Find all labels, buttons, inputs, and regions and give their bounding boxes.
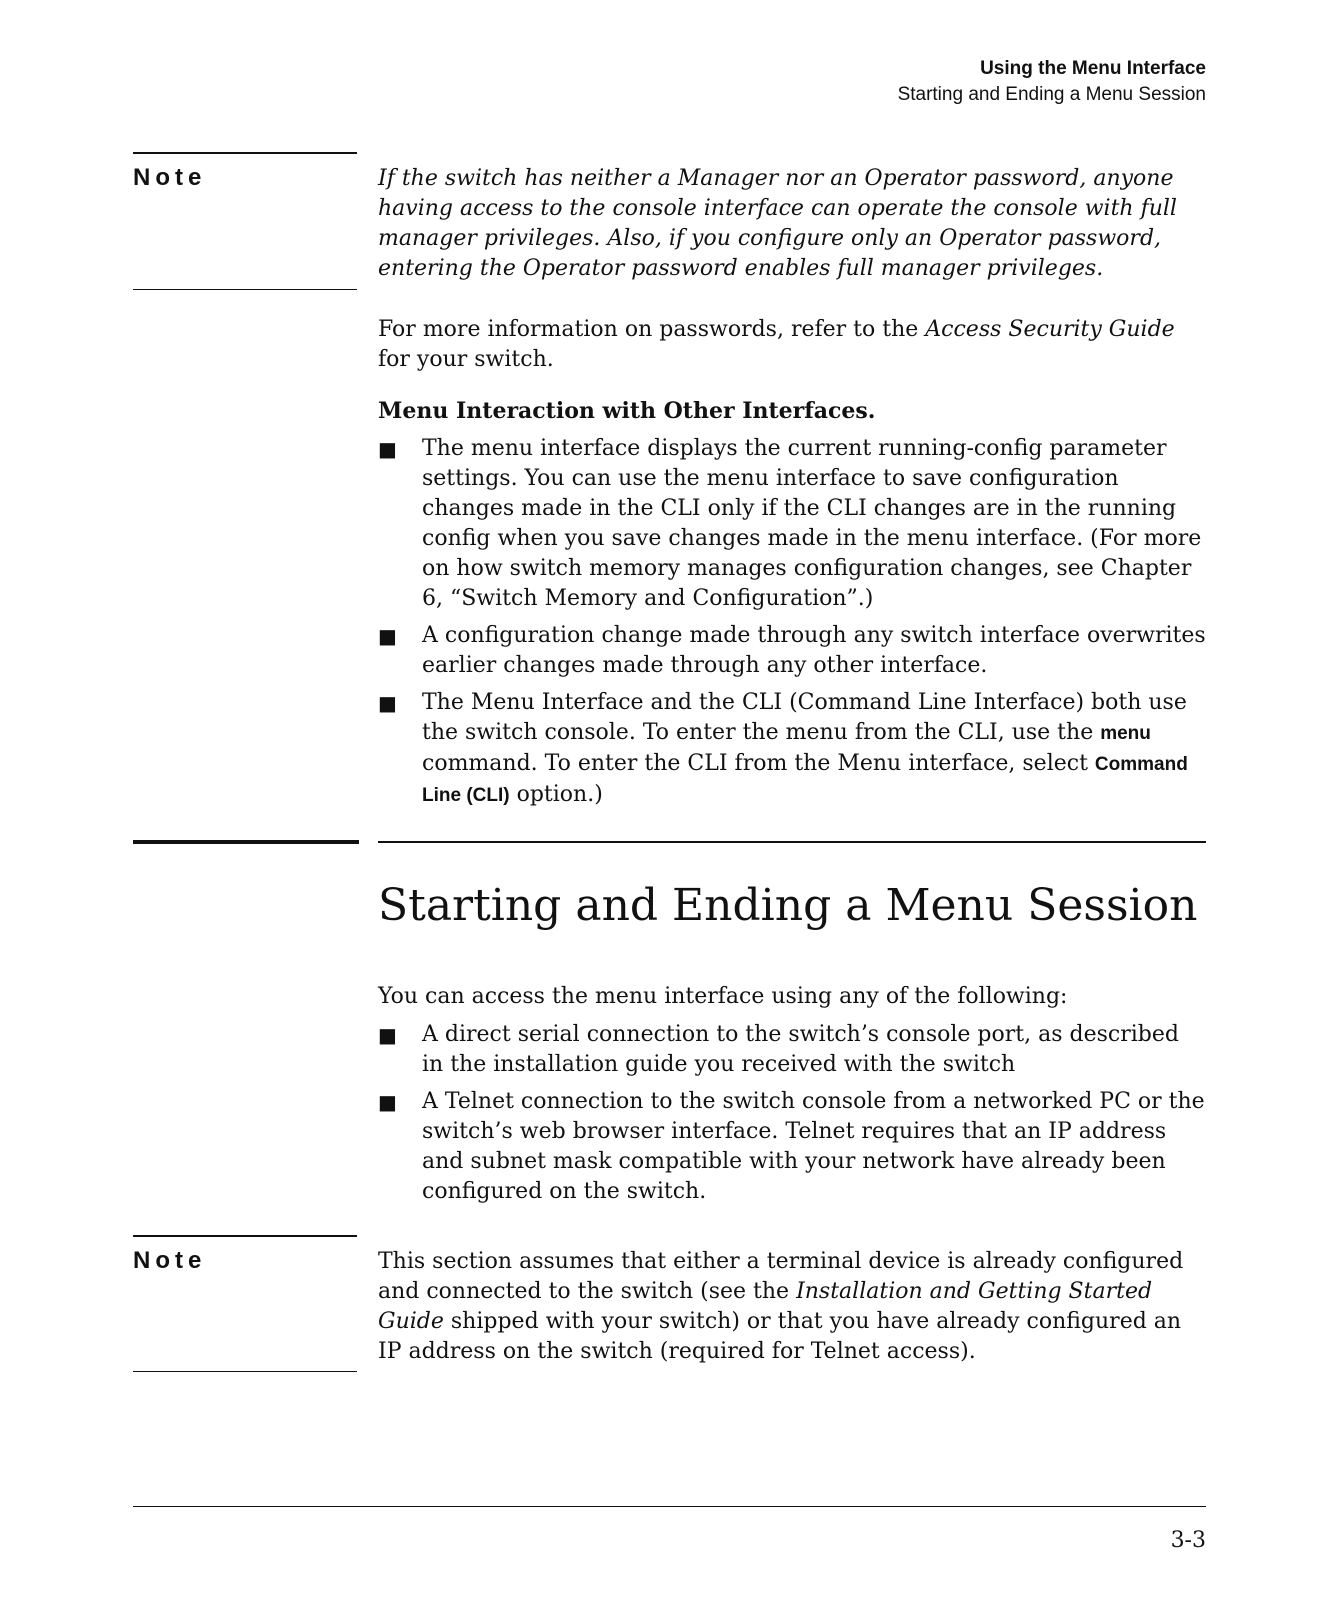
menu-interaction-list	[378, 434, 1206, 811]
section-right-rule	[378, 841, 1206, 843]
note1-text	[378, 164, 1206, 284]
note2-text	[378, 1247, 1206, 1367]
note1-top-rule	[133, 152, 357, 154]
running-header-chapter: Using the Menu Interface	[980, 58, 1206, 79]
note2-text-after: shipped with your switch) or that you have already configured an IP address on the switch (required for Telnet access).	[378, 1309, 1182, 1364]
list-item	[378, 434, 1206, 614]
note2-label: Note	[133, 1247, 207, 1274]
bullet-text: A configuration change made through any switch interface overwrites earlier changes made through any other interface.	[422, 623, 1206, 678]
footer-rule	[133, 1506, 1206, 1507]
note1-paragraph: If the switch has neither a Manager nor an Operator password, anyone having access to the console interface can operate the console with full manager privileges. Also, if you configure only an Operator password, entering the Operator password enables full manager privileges.	[378, 166, 1177, 281]
list-item	[378, 1020, 1206, 1080]
bullet-text: A direct serial connection to the switch’s console port, as described in the installation guide you received with the switch	[422, 1022, 1179, 1077]
note2-top-rule	[133, 1235, 357, 1237]
list-item	[378, 621, 1206, 681]
passwords-text-after: for your switch.	[378, 347, 554, 372]
bullet-text: A Telnet connection to the switch console from a networked PC or the switch’s web browser interface. Telnet requires that an IP address and subnet mask compatible with your network have already been configured on the switch.	[422, 1089, 1205, 1204]
note1-bottom-rule	[133, 289, 357, 290]
menu-interaction-block	[378, 396, 1206, 818]
running-header-section: Starting and Ending a Menu Session	[897, 84, 1206, 105]
bullet-square-icon: ■	[378, 691, 397, 715]
menu-command: menu	[1100, 723, 1151, 744]
section-intro: You can access the menu interface using any of the following:	[378, 984, 1068, 1009]
access-security-guide-ref: Access Security Guide	[925, 317, 1175, 342]
bullet-square-icon: ■	[378, 1090, 397, 1114]
note1-label: Note	[133, 164, 207, 191]
bullet-square-icon: ■	[378, 624, 397, 648]
section-title: Starting and Ending a Menu Session	[378, 880, 1198, 931]
passwords-text-before: For more information on passwords, refer to the	[378, 317, 926, 342]
running-header	[898, 56, 1206, 108]
list-item	[378, 688, 1206, 811]
list-item	[378, 1087, 1206, 1207]
bullet-text-part2: command. To enter the CLI from the Menu interface, select	[422, 751, 1095, 776]
bullet-text-part1: The Menu Interface and the CLI (Command Line Interface) both use the switch console. To enter the menu from the CLI, use the	[422, 690, 1187, 745]
installation-guide-ref: Installation and Getting Started Guide	[378, 1279, 1153, 1334]
command-line-option: Command Line (CLI)	[422, 754, 1188, 806]
note2-bottom-rule	[133, 1371, 357, 1372]
page-number: 3-3	[1170, 1528, 1206, 1553]
access-methods-list	[378, 1020, 1206, 1207]
bullet-square-icon: ■	[378, 1023, 397, 1047]
menu-interaction-heading: Menu Interaction with Other Interfaces.	[378, 398, 876, 424]
bullet-square-icon: ■	[378, 437, 397, 461]
passwords-paragraph	[378, 315, 1206, 375]
note2-text-before: This section assumes that either a terminal device is already configured and connected to the switch (see the	[378, 1249, 1184, 1304]
section-left-rule	[133, 840, 359, 844]
bullet-text: The menu interface displays the current running-config parameter settings. You can use the menu interface to save configuration changes made in the CLI only if the CLI changes are in the running config when you save changes made in the menu interface. (For more on how switch memory manages configuration changes, see Chapter 6, “Switch Memory and Configuration”.)	[422, 436, 1202, 611]
section-body	[378, 982, 1206, 1214]
bullet-text-part3: option.)	[509, 782, 603, 807]
